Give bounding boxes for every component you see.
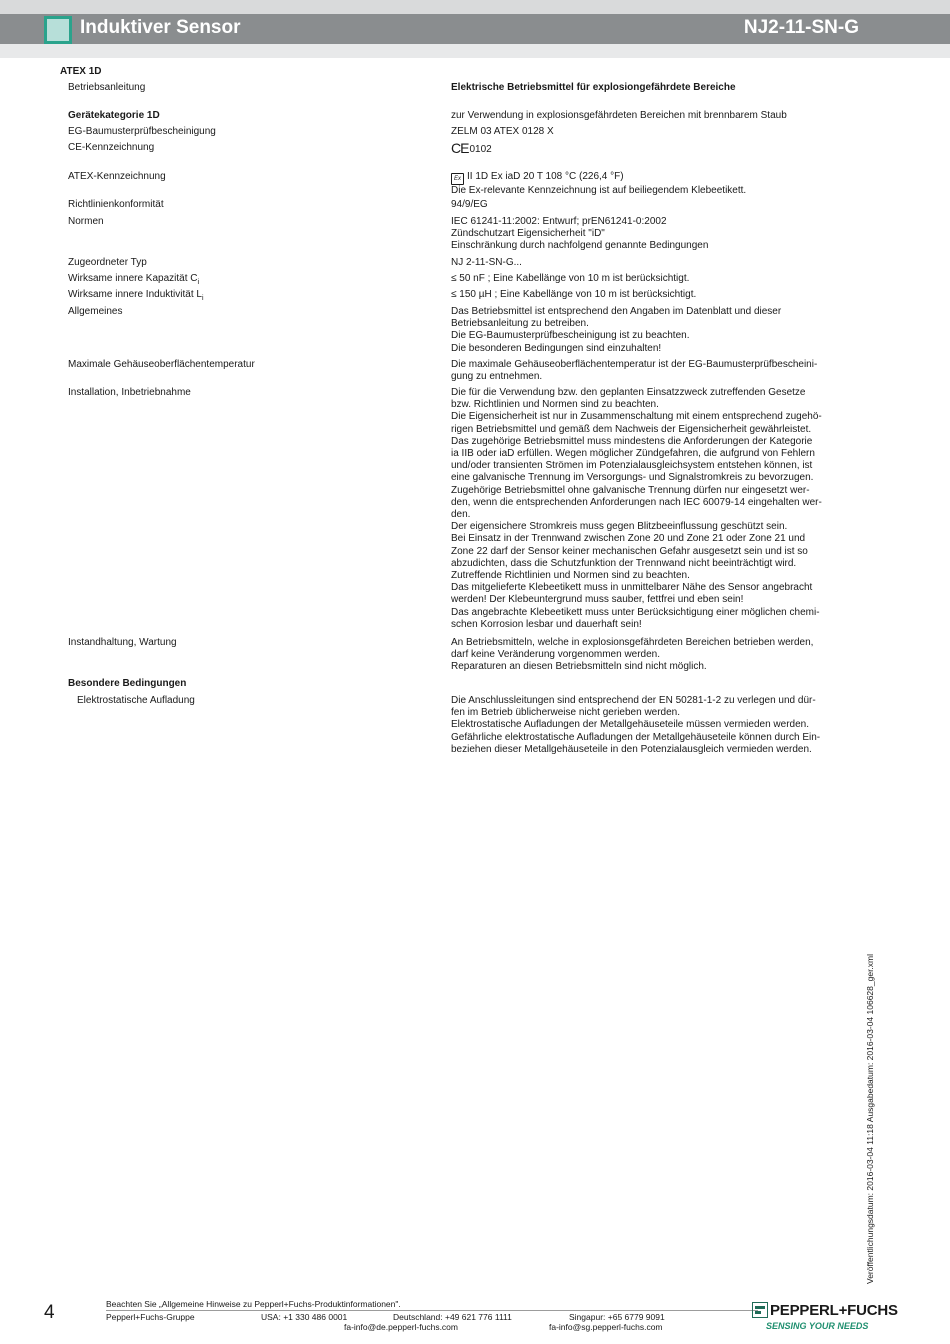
label-subscript: i [197,279,200,286]
row-value [451,637,851,674]
brand-name: PEPPERL+FUCHS [770,1302,898,1319]
value-line: schen Korrosion lesbar und dauerhaft sein! [451,618,642,630]
row-label: Elektrostatische Aufladung [77,695,195,706]
value-line: An Betriebsmitteln, welche in explosionsgefährdeten Bereichen betrieben werden, [451,637,814,648]
row-value [451,110,851,122]
value-line: Bei Einsatz in der Trennwand zwischen Zone 20 und Zone 21 oder Zone 21 und [451,533,806,545]
footer-singapore-phone: Singapur: +65 6779 9091 [569,1312,665,1322]
row-label: Installation, Inbetriebnahme [68,387,191,398]
value-line: ≤ 150 µH ; Eine Kabellänge von 10 m ist berücksichtigt. [451,289,697,300]
row-value [451,126,851,138]
value-line: Zugehörige Betriebsmittel ohne galvanische Trennung dürfen nur eingesetzt wer- [451,484,810,496]
value-line: 94/9/EG [451,199,488,210]
row-label: Gerätekategorie 1D [68,110,160,121]
value-line: gung zu entnehmen. [451,371,543,383]
value-line: Der eigensichere Stromkreis muss gegen Blitzbeeinflussung geschützt sein. [451,521,788,533]
value-line: fen im Betrieb üblicherweise nicht gerieben werden. [451,707,681,719]
value-line: eine galvanische Trennung im Versorgungs- und Signalstromkreis zu bevorzugen. [451,472,814,484]
pepperl-fuchs-logo-icon [752,1302,768,1318]
row-label: Besondere Bedingungen [68,678,187,689]
row-value [451,306,851,355]
footer-usa-phone: USA: +1 330 486 0001 [261,1312,348,1322]
value-line: NJ 2-11-SN-G... [451,257,522,268]
row-value [451,142,851,156]
value-line: II 1D Ex iaD 20 T 108 °C (226,4 °F) [467,171,624,182]
value-line: rigen Betriebsmittel und gemäß dem Nachweis der Eigensicherheit gewährleistet. [451,423,812,435]
value-line: Gefährliche elektrostatische Aufladungen der Metallgehäuseteile können durch Ein- [451,731,821,743]
value-line: abzudichten, dass die Schutzfunktion der Trennwand nicht beeinträchtigt wird. [451,557,797,569]
row-label: Instandhaltung, Wartung [68,637,177,648]
value-line: ≤ 50 nF ; Eine Kabellänge von 10 m ist berücksichtigt. [451,273,690,284]
row-value [451,695,851,756]
ex-mark-icon: Ex [451,173,464,185]
footer-germany-phone: Deutschland: +49 621 776 1111 [393,1312,512,1322]
label-subscript: i [201,295,204,302]
page-title: Induktiver Sensor [80,17,241,38]
value-line: IEC 61241-11:2002: Entwurf; prEN61241-0:2002 [451,216,667,227]
row-value [451,273,851,285]
label-text: Wirksame innere Induktivität L [68,289,202,300]
footer-note: Beachten Sie „Allgemeine Hinweise zu Pepperl+Fuchs-Produktinformationen". [106,1299,401,1309]
row-label: EG-Baumusterprüfbescheinigung [68,126,216,137]
label-text: Wirksame innere Kapazität C [68,273,198,284]
value-line: Die für die Verwendung bzw. den geplanten Einsatzzweck zutreffenden Gesetze [451,387,806,398]
footer-singapore [549,1312,665,1332]
value-line: und/oder transienten Strömen im Potenzialausgleichsystem entstehen können, ist [451,460,813,472]
row-label: Normen [68,216,104,227]
value-line: darf keine Veränderung vorgenommen werden. [451,649,661,661]
footer-germany-email[interactable]: fa-info@de.pepperl-fuchs.com [344,1322,458,1332]
row-value [451,387,851,631]
row-label: Betriebsanleitung [68,82,146,93]
row-label [68,273,438,289]
row-label: Allgemeines [68,306,123,317]
value-line: ia IIB oder iaD erfüllen. Wegen möglicher Zündgefahren, die aufgrund von Fehlern [451,448,815,460]
footer-singapore-email[interactable]: fa-info@sg.pepperl-fuchs.com [549,1322,663,1332]
value-line: ZELM 03 ATEX 0128 X [451,126,554,137]
header-top-strip [0,0,950,14]
header-under-strip [0,44,950,58]
value-line: Zone 22 darf der Sensor keiner mechanischen Gefahr ausgesetzt sein und ist so [451,545,808,557]
value-line: Die Eigensicherheit ist nur in Zusammenschaltung mit einem entsprechend zugehö- [451,411,822,423]
value-line: Betriebsanleitung zu betreiben. [451,318,589,330]
value-line: Zutreffende Richtlinien und Normen sind zu beachten. [451,570,690,582]
footer-germany [344,1312,512,1332]
product-code: NJ2-11-SN-G [743,17,859,38]
value-line: Das Betriebsmittel ist entsprechend den Angaben im Datenblatt und dieser [451,306,782,317]
section-title: ATEX 1D [60,66,102,77]
value-line: Die EG-Baumusterprüfbescheinigung ist zu beachten. [451,330,690,342]
value-line: Elektrostatische Aufladungen der Metallgehäuseteile müssen vermieden werden. [451,719,809,731]
ce-mark-icon: CE [451,140,469,156]
value-line: zur Verwendung in explosionsgefährdeten Bereichen mit brennbarem Staub [451,110,787,121]
value-line: werden! Der Klebeuntergrund muss sauber, fettfrei und eben sein! [451,594,744,606]
row-label: Richtlinienkonformität [68,199,164,210]
product-family-square-icon [44,16,72,44]
row-value [451,359,851,383]
value-line: Die besonderen Bedingungen sind einzuhalten! [451,342,662,354]
row-label: CE-Kennzeichnung [68,142,155,153]
value-line: Das angebrachte Klebeetikett muss unter Berücksichtigung einer möglichen chemi- [451,606,820,618]
row-label [68,289,438,305]
value-line: den. [451,509,471,521]
row-value [451,289,851,301]
value-line: Reparaturen an diesen Betriebsmitteln sind nicht möglich. [451,661,707,673]
value-line: beziehen dieser Metallgehäuseteile in den Potenzialausgleich vermieden werden. [451,743,812,755]
row-value [451,199,851,211]
value-line: Das zugehörige Betriebsmittel muss mindestens die Anforderungen der Kategorie [451,435,813,447]
row-value [451,216,851,253]
page-number: 4 [44,1302,55,1323]
row-value [451,257,851,269]
value-line: Die Ex-relevante Kennzeichnung ist auf beiliegendem Klebeetikett. [451,185,747,196]
brand-slogan: SENSING YOUR NEEDS [766,1321,869,1331]
value-line: den, wenn die entsprechenden Anforderungen nach IEC 60079-14 eingehalten wer- [451,496,822,508]
row-label: Maximale Gehäuseoberflächentemperatur [68,359,255,370]
row-value [451,82,851,94]
publication-info: Veröffentlichungsdatum: 2016-03-04 11:18 Ausgabedatum: 2016-03-04 106628_ger.xml [865,953,875,1284]
value-line: bzw. Richtlinien und Normen sind zu beachten. [451,399,659,411]
value-line: Elektrische Betriebsmittel für explosiongefährdete Bereiche [451,82,736,93]
value-line: Die Anschlussleitungen sind entsprechend der EN 50281-1-2 zu verlegen und dür- [451,695,816,706]
row-label: ATEX-Kennzeichnung [68,171,166,182]
row-value [451,171,851,197]
value-line: Die maximale Gehäuseoberflächentemperatur ist der EG-Baumusterprüfbescheini- [451,359,818,370]
value-line: Einschränkung durch nachfolgend genannte Bedingungen [451,240,709,252]
footer-group: Pepperl+Fuchs-Gruppe [106,1312,195,1322]
value-line: Zündschutzart Eigensicherheit "iD" [451,228,605,240]
value-line: 0102 [469,144,492,155]
footer-divider [106,1310,758,1311]
row-label: Zugeordneter Typ [68,257,147,268]
value-line: Das mitgelieferte Klebeetikett muss in unmittelbarer Nähe des Sensor angebracht [451,582,813,594]
